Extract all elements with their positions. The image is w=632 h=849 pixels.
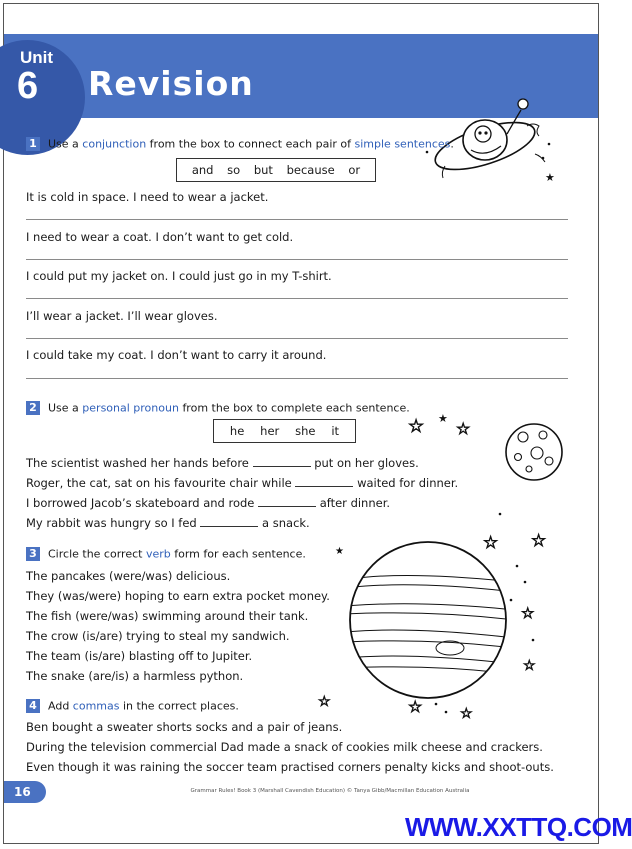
svg-text:☆: ☆ (318, 694, 331, 710)
answer-line[interactable] (26, 219, 568, 220)
keyword: conjunction (82, 137, 147, 151)
keyword: commas (72, 699, 120, 713)
word-option: because (286, 163, 335, 177)
task-3-sentence[interactable]: The fish (were/was) swimming around their tank. (26, 609, 309, 623)
watermark: WWW.XXTTQ.COM (405, 812, 632, 842)
task-number: 3 (26, 547, 40, 561)
task-3-instruction: 3 Circle the correct verb form for each sentence. (26, 547, 306, 561)
task-2-sentence: Roger, the cat, sat on his favourite chair while waited for dinner. (26, 476, 459, 490)
unit-number: 6 (17, 65, 39, 107)
svg-text:☆: ☆ (521, 604, 535, 622)
keyword: verb (145, 547, 171, 561)
task-1-sentence: I’ll wear a jacket. I’ll wear gloves. (26, 309, 218, 323)
svg-text:★: ★ (335, 546, 344, 557)
word-option: so (227, 163, 241, 177)
page-number: 16 (4, 781, 46, 803)
task-4-sentence[interactable]: Even though it was raining the soccer team practised corners penalty kicks and shoot-outs. (26, 760, 554, 774)
answer-line[interactable] (26, 338, 568, 339)
svg-text:☆: ☆ (460, 706, 473, 722)
task-3-sentence[interactable]: The team (is/are) blasting off to Jupiter. (26, 649, 253, 663)
fill-in-blank[interactable] (295, 477, 353, 487)
task-number: 1 (26, 137, 40, 151)
task-3-sentence[interactable]: The pancakes (were/was) delicious. (26, 569, 231, 583)
page-title: Revision (88, 64, 254, 103)
word-option: she (295, 424, 316, 438)
svg-text:★: ★ (438, 412, 448, 425)
task-3-sentence[interactable]: The snake (are/is) a harmless python. (26, 669, 244, 683)
task-1-sentence: I need to wear a coat. I don’t want to get cold. (26, 230, 294, 244)
task-1-sentence: It is cold in space. I need to wear a jacket. (26, 190, 269, 204)
star-icon (408, 412, 478, 442)
task-3-sentence[interactable]: They (was/were) hoping to earn extra pocket money. (26, 589, 330, 603)
unit-label: Unit (20, 48, 54, 67)
svg-text:★: ★ (545, 171, 555, 184)
task-1-sentence: I could put my jacket on. I could just go in my T-shirt. (26, 269, 332, 283)
task-1-instruction: 1 Use a conjunction from the box to connect each pair of simple sentences. (26, 137, 454, 151)
task-number: 4 (26, 699, 40, 713)
task-4-instruction: 4 Add commas in the correct places. (26, 699, 239, 713)
conjunction-word-box (176, 158, 376, 182)
task-number: 2 (26, 401, 40, 415)
task-2-instruction: 2 Use a personal pronoun from the box to complete each sentence. (26, 401, 410, 415)
svg-text:☆: ☆ (456, 419, 471, 438)
pronoun-word-box (213, 419, 356, 443)
answer-line[interactable] (26, 378, 568, 379)
svg-text:☆: ☆ (483, 533, 499, 553)
fill-in-blank[interactable] (258, 497, 316, 507)
answer-line[interactable] (26, 298, 568, 299)
svg-text:☆: ☆ (523, 658, 536, 674)
word-option: but (253, 163, 273, 177)
task-2-sentence: I borrowed Jacob’s skateboard and rode after dinner. (26, 496, 391, 510)
keyword: simple sentences (354, 137, 451, 151)
word-option: her (260, 424, 280, 438)
star-icon (318, 690, 498, 720)
word-option: it (331, 424, 340, 438)
svg-text:☆: ☆ (531, 531, 547, 551)
word-option: he (229, 424, 245, 438)
fill-in-blank[interactable] (200, 517, 258, 527)
task-4-sentence[interactable]: During the television commercial Dad made a snack of cookies milk cheese and crackers. (26, 740, 543, 754)
task-1-sentence: I could take my coat. I don’t want to carry it around. (26, 348, 327, 362)
task-3-sentence[interactable]: The crow (is/are) trying to steal my sandwich. (26, 629, 290, 643)
star-icon (335, 500, 565, 700)
svg-text:☆: ☆ (408, 697, 423, 716)
footer-credit: Grammar Rules! Book 3 (Marshall Cavendish Education) © Tanya Gibb/Macmillan Education Australia (190, 788, 470, 794)
keyword: personal pronoun (82, 401, 179, 415)
svg-text:☆: ☆ (408, 416, 425, 437)
word-option: or (348, 163, 361, 177)
task-4-sentence[interactable]: Ben bought a sweater shorts socks and a pair of jeans. (26, 720, 343, 734)
answer-line[interactable] (26, 259, 568, 260)
task-2-sentence: The scientist washed her hands before put on her gloves. (26, 456, 419, 470)
small-planet-icon (503, 421, 565, 483)
fill-in-blank[interactable] (253, 457, 311, 467)
task-2-sentence: My rabbit was hungry so I fed a snack. (26, 516, 310, 530)
word-option: and (191, 163, 214, 177)
